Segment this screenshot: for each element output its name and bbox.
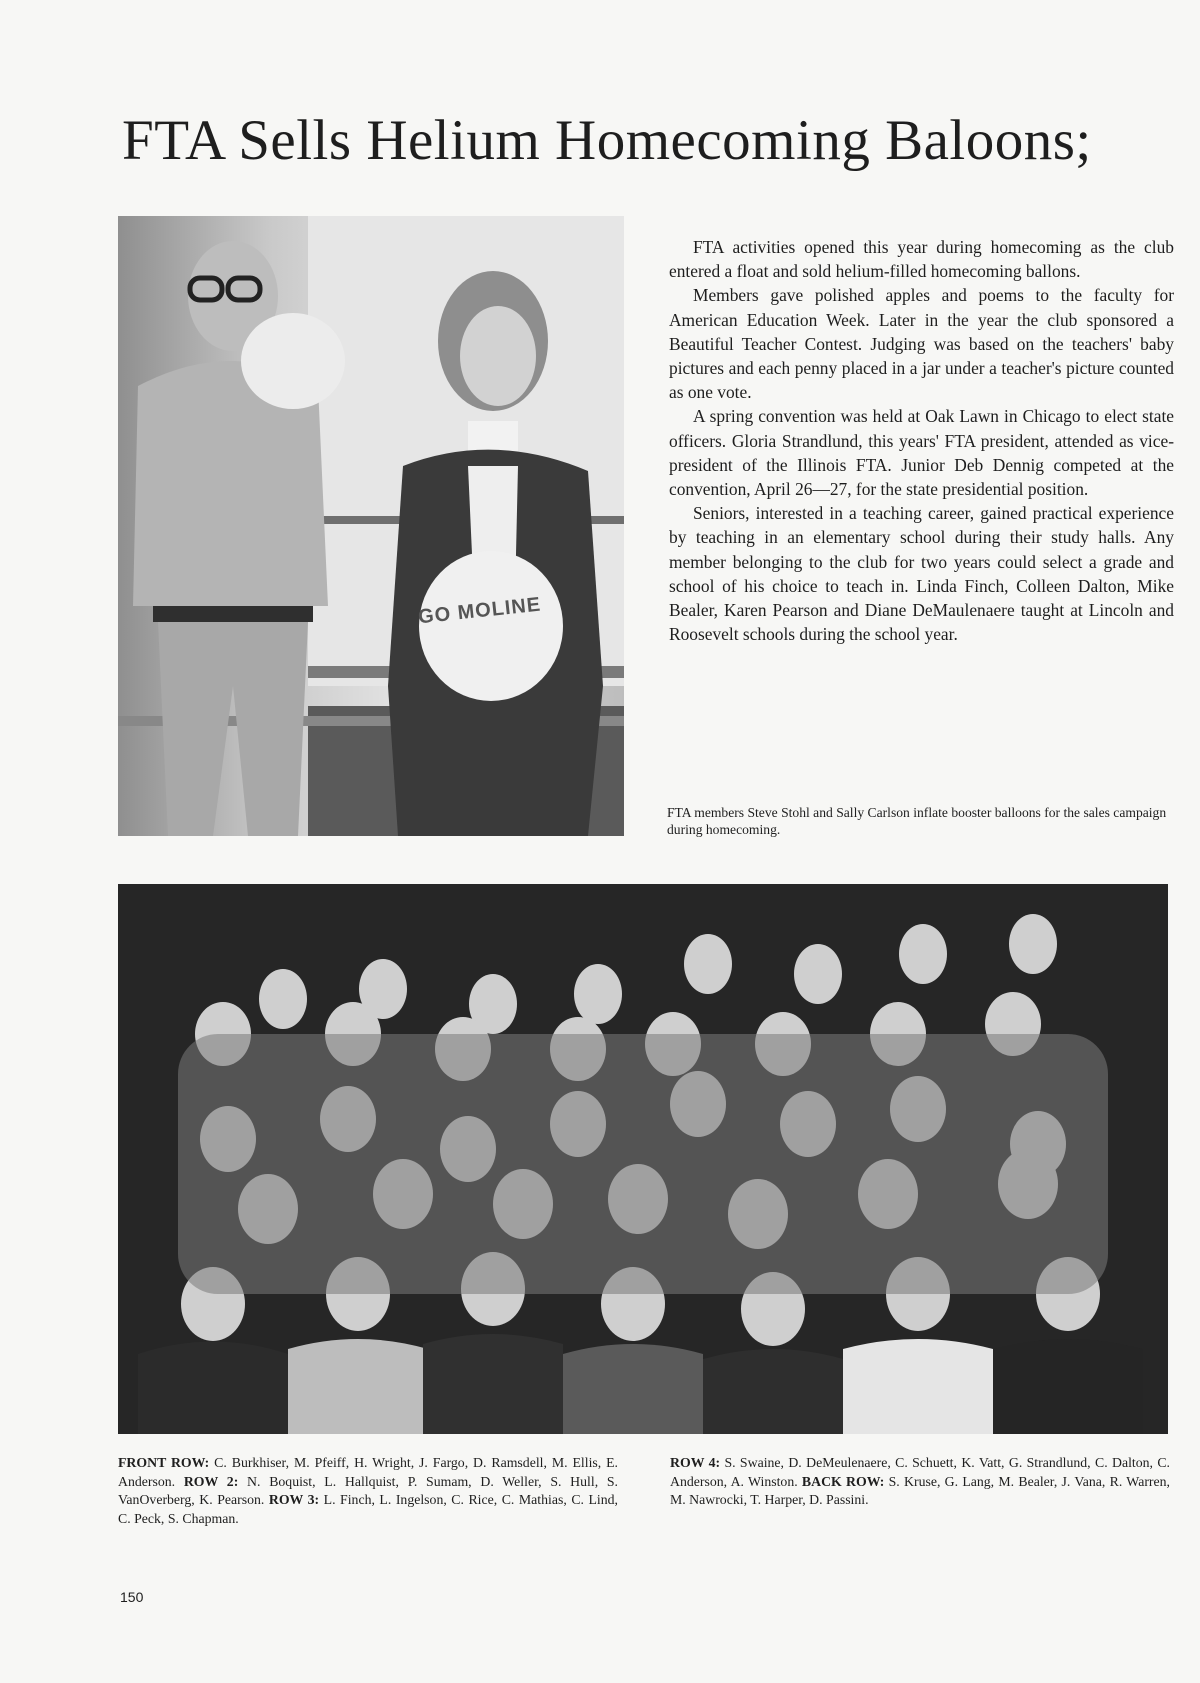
row3-names: L. Finch, L. Ingelson, C. Rice, C. Mathias, C. Lind, C. Peck, S. Chapman. [118,1492,618,1526]
homecoming-balloon-photo [118,216,624,836]
row4-label: ROW 4: [670,1455,721,1470]
row4-names: S. Swaine, D. DeMeulenaere, C. Schuett, K. Vatt, G. Strandlund, C. Dalton, C. Anderson, A. Winston. [670,1455,1170,1489]
article-paragraph: FTA activities opened this year during homecoming as the club entered a float and sold helium-filled homecoming ballons. [669,237,1174,282]
article-body [669,235,1174,646]
row3-label: ROW 3: [268,1492,320,1507]
page-number: 150 [120,1589,144,1605]
article-paragraph: A spring convention was held at Oak Lawn in Chicago to elect state officers. Gloria Strandlund, this years' FTA president, attended as vice-president of the Illinois FTA. Junior Deb Dennig competed at the convention, April 26—27, for the state presidential position. [669,406,1174,500]
article-paragraph: Seniors, interested in a teaching career, gained practical experience by teaching in an elementary school during their study halls. Any member belonging to the club for two years could select a grade and school of his choice to teach in. Linda Finch, Colleen Dalton, Mike Bealer, Karen Pearson and Diane DeMaulenaere taught at Lincoln and Roosevelt schools during the school year. [669,503,1174,645]
row2-label: ROW 2: [183,1473,239,1489]
back-row-names: S. Kruse, G. Lang, M. Bealer, J. Vana, R. Warren, M. Nawrocki, T. Harper, D. Passini. [670,1473,1170,1507]
article-paragraph: Members gave polished apples and poems to the faculty for American Education Week. Later in the year the club sponsored a Beautiful Teacher Contest. Judging was based on the teachers' baby pictures and each penny placed in a jar under a teacher's picture counted as one vote. [669,285,1174,403]
group-caption-left [118,1454,618,1528]
photo-caption: FTA members Steve Stohl and Sally Carlson inflate booster balloons for the sales campaign during homecoming. [667,805,1167,837]
front-row-label: FRONT ROW: [118,1455,210,1470]
back-row-label: BACK ROW: [801,1473,885,1489]
row2-names: N. Boquist, L. Hallquist, P. Sumam, D. Weller, S. Hull, S. VanOverberg, K. Pearson. [118,1473,619,1507]
club-group-photo [118,884,1168,1434]
balloon-lettering: GO MOLINE [417,593,543,629]
page-title: FTA Sells Helium Homecoming Baloons; [122,109,1092,172]
group-caption-right [670,1454,1170,1510]
front-row-names: C. Burkhiser, M. Pfeiff, H. Wright, J. Fargo, D. Ramsdell, M. Ellis, E. Anderson. [118,1455,618,1489]
